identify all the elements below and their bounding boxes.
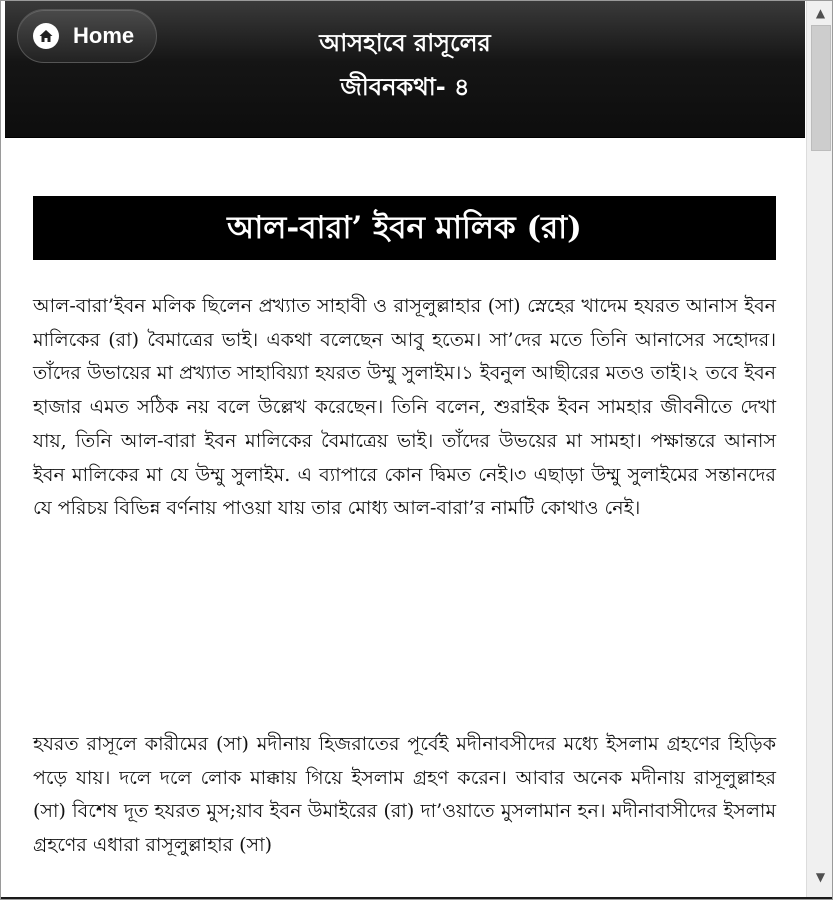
vertical-scrollbar[interactable] [806,1,833,900]
scroll-up-arrow-icon[interactable]: ▲ [815,6,826,20]
home-icon [33,23,59,49]
article-paragraph: আল-বারা’ইবন মলিক ছিলেন প্রখ্যাত সাহাবী ও রাসূলুল্লাহার (সা) স্নেহের খাদেম হযরত আনাস ইবন মালিকের (রা) বৈমাত্রের ভাই। একথা বলেছেন আবু হতেম। সা’দের মতে তিনি আনাসের সহোদর।তাঁদের উভায়ের মা প্রখ্যাত সাহাবিয়্যা হযরত উম্মু সুলাইম।১ ইবনুল আছীরের মতও তাই।২ তবে ইবন হাজার এমত সঠিক নয় বলে উল্লেখ করেছেন। তিনি বলেন, শুরাইক ইবন সামহার জীবনীতে দেখা যায়, তিনি আল-বারা ইবন মালিকের বৈমাত্রেয় ভাই। তাঁদের উভয়ের মা সামহা। পক্ষান্তরে আনাস ইবন মালিকের মা যে উম্মু সুলাইম. এ ব্যাপারে কোন দ্বিমত নেই।৩ এছাড়া উম্মু সুলাইমের সন্তানদের যে পরিচয় বিভিন্ন বর্ণনায় পাওয়া যায় তার মোধ্য আল-বারা’র নামটি কোথাও নেই। [33,295,776,520]
page-title-line1: আসহাবে রাসূলের [319,29,491,57]
home-button-label: Home [73,23,135,48]
page-title-line2: জীবনকথা- ৪ [340,73,470,101]
home-button[interactable] [17,9,157,63]
article-paragraph: হযরত রাসূলে কারীমের (সা) মদীনায় হিজরাতের পূর্বেই মদীনাবসীদের মধ্যে ইসলাম গ্রহণের হিড়িক পড়ে যায়। দলে দলে লোক মাক্কায় গিয়ে ইসলাম গ্রহণ করেন। আবার অনেক মদীনায় রাসূলুল্লাহর (সা) বিশেষ দূত হযরত মুস;য়াব ইবন উমাইরের (রা) দা’ওয়াতে মুসলামান হন। মদীনাবাসীদের ইসলাম গ্রহণের এধারা রাসূলুল্লাহার (সা) [33,733,776,857]
article-heading: আল-বারা’ ইবন মালিক (রা) [33,196,776,260]
header-bar [5,1,805,138]
scrollbar-thumb[interactable] [811,25,831,151]
scroll-down-arrow-icon[interactable]: ▼ [815,870,826,884]
article-content [5,138,805,900]
page-title [185,21,625,109]
